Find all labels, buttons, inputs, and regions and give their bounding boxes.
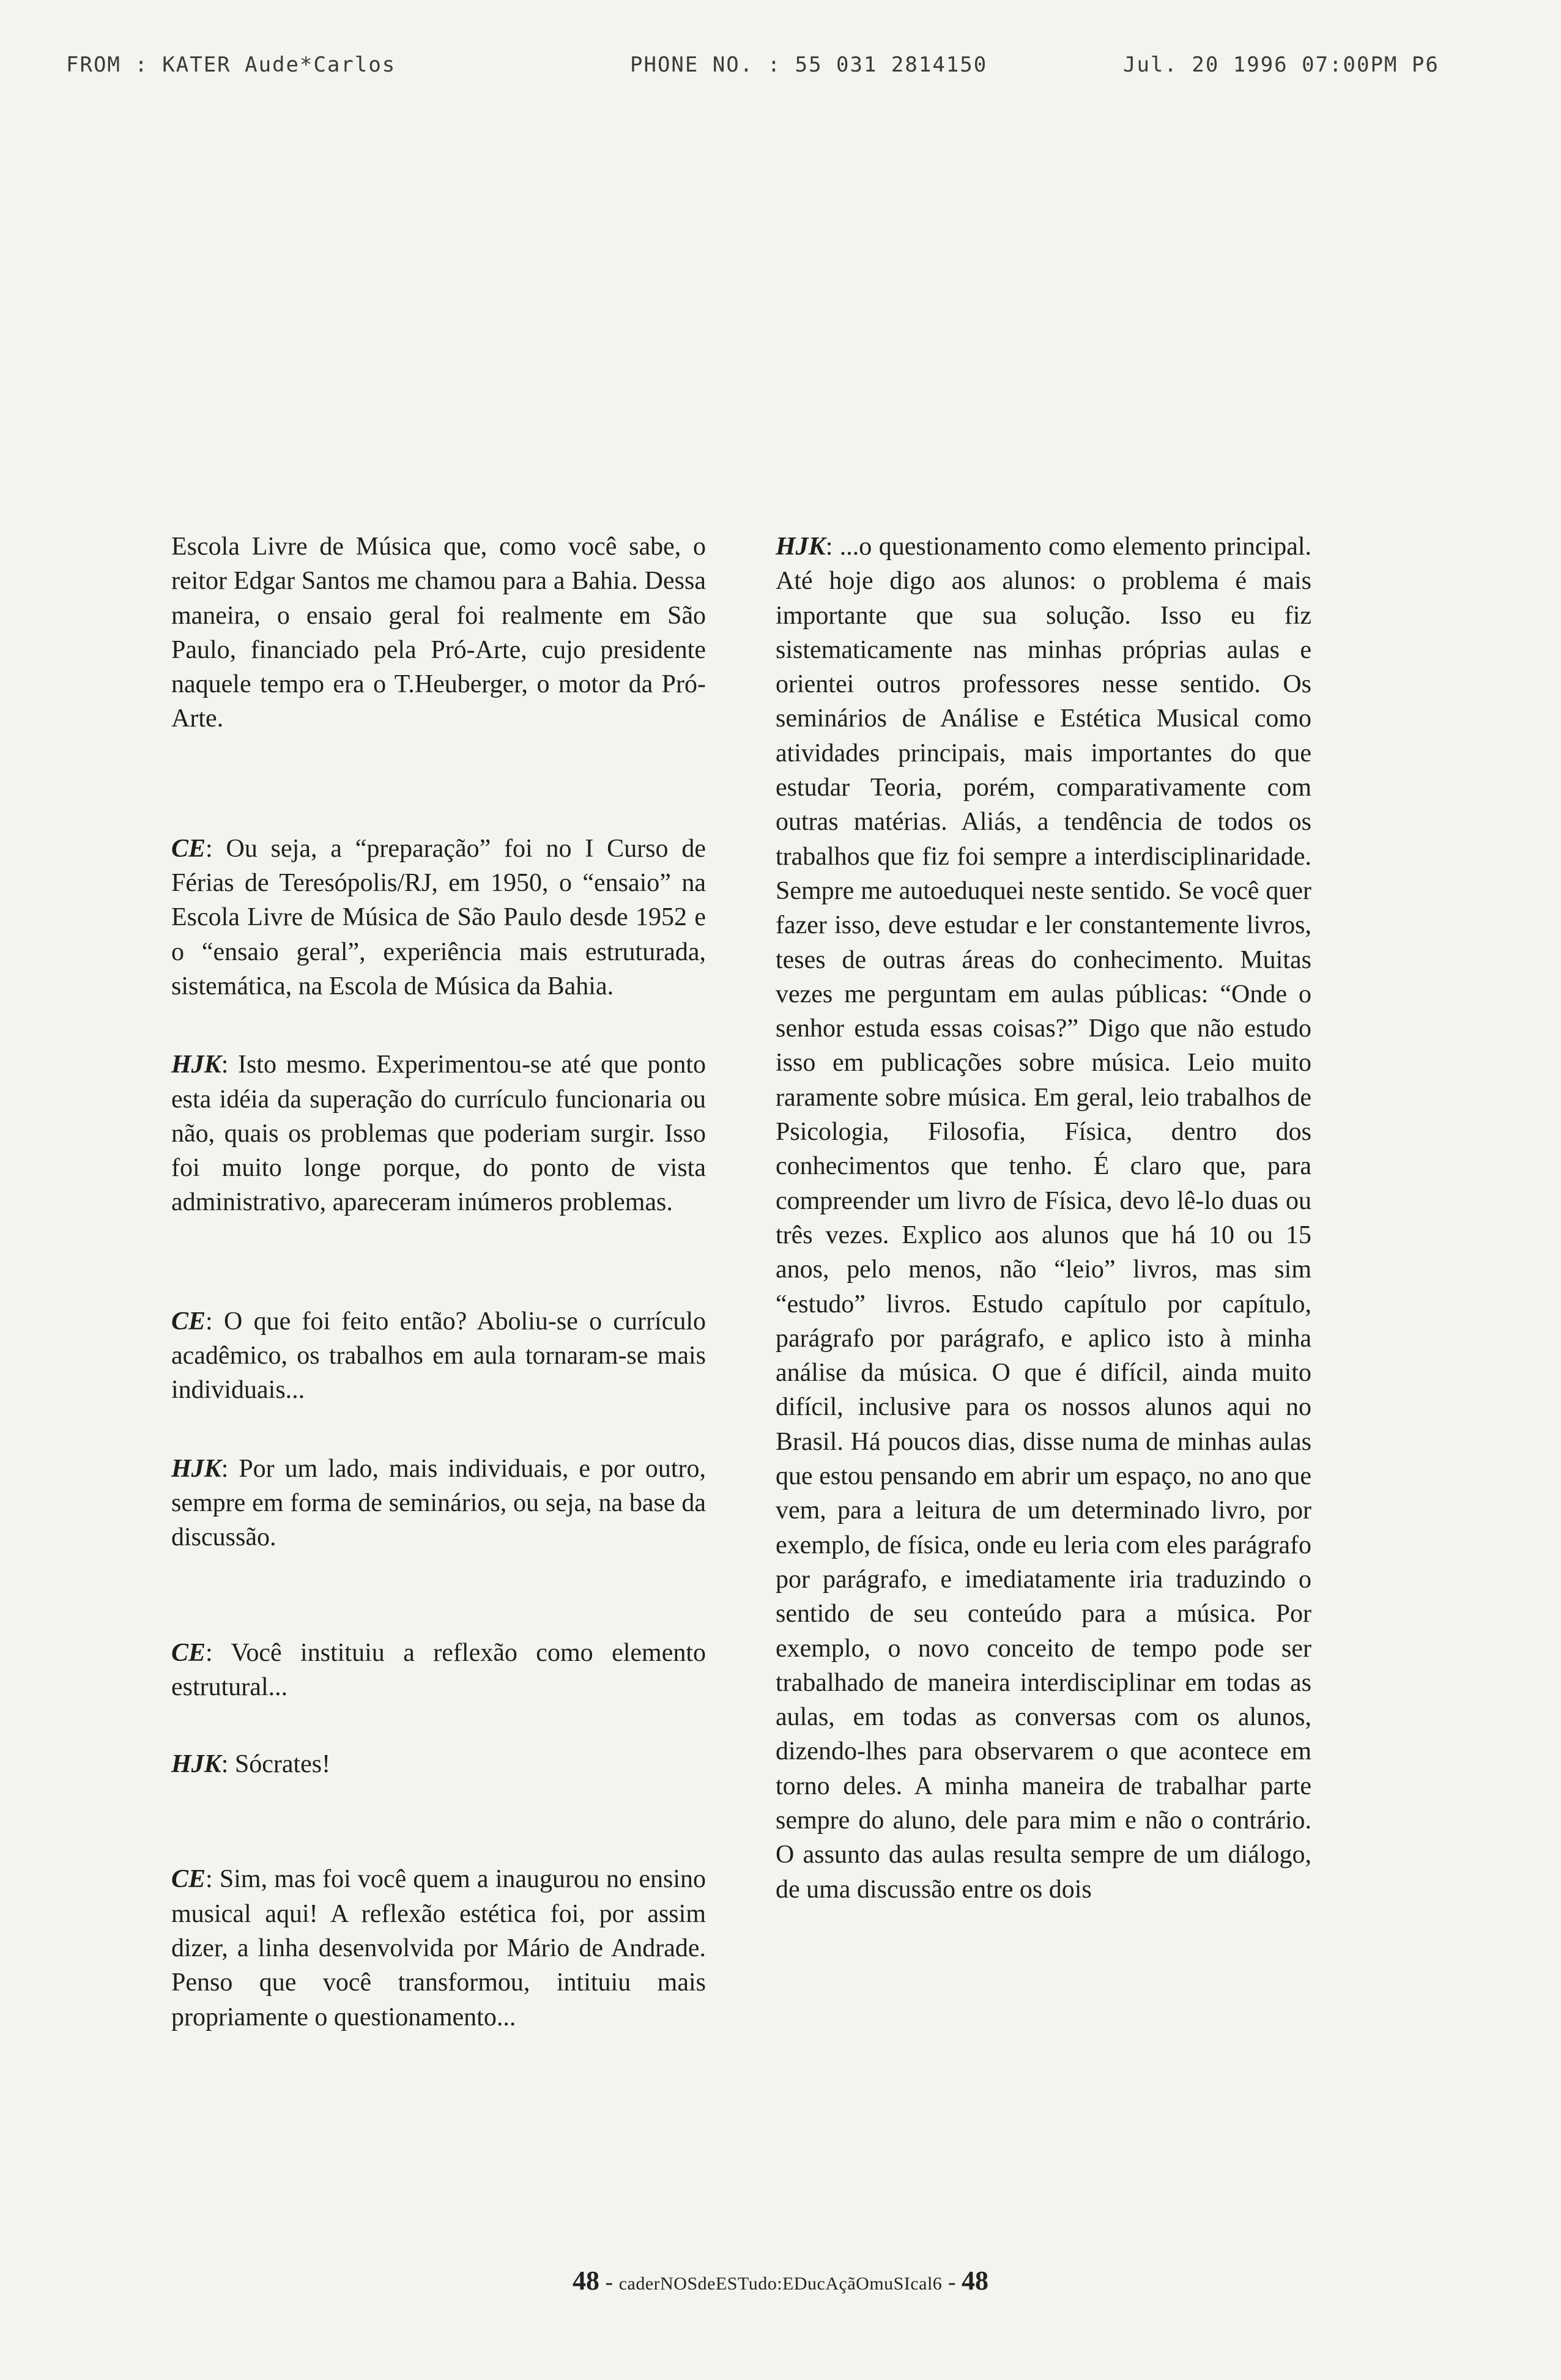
speaker-label: CE xyxy=(171,834,206,863)
footer-separator: - xyxy=(605,2269,614,2295)
paragraph xyxy=(171,530,706,736)
paragraph: CE: Sim, mas foi você quem a inaugurou no ensino musical aqui! A reflexão estética foi, por assim dizer, a linha desenvolvida por Mário de Andrade. Penso que você transformou, intituiu mais propriamente o questionamento... xyxy=(171,1865,706,2031)
paragraph-text: Sócrates! xyxy=(234,1750,331,1779)
speaker-label: CE xyxy=(171,1307,206,1336)
paragraph-text: Por um lado, mais individuais, e por outro, sempre em forma de seminários, ou seja, na base da discussão. xyxy=(171,1454,706,1552)
paragraph-text: ...o questionamento como elemento principal. Até hoje digo aos alunos: o problema é mais importante que sua solução. Isso eu fiz sistematicamente nas minhas próprias aulas e orientei outros professores nesse sentido. Os seminários de Análise e Estética Musical como atividades principais, mais importantes do que estudar Teoria, porém, comparativamente com outras matérias. Aliás, a tendência de todos os trabalhos que fiz foi sempre a interdisciplinaridade. Sempre me autoeduquei neste sentido. Se você quer fazer isso, deve estudar e ler constantemente livros, teses de outras áreas do conhecimento. Muitas vezes me perguntam em aulas públicas: “Onde o senhor estuda essas coisas?” Digo que não estudo isso em publicações sobre música. Leio muito raramente sobre música. Em geral, leio trabalhos de Psicologia, Filosofia, Física, dentro dos conhecimentos que tenho. É claro que, para compreender um livro de Física, devo lê-lo duas ou três vezes. Explico aos alunos que há 10 ou 15 anos, pelo menos, não “leio” livros, mas sim “estudo” livros. Estudo capítulo por capítulo, parágrafo por parágrafo, e aplico isto à minha análise da música. O que é difícil, ainda muito difícil, inclusive para os nossos alunos aqui no Brasil. Há poucos dias, disse numa de minhas aulas que estou pensando em abrir um espaço, no ano que vem, para a leitura de um determinado livro, por exemplo, de física, onde eu leria com eles parágrafo por parágrafo, e imediatamente iria traduzindo o sentido de seu conteúdo para a música. Por exemplo, o novo conceito de tempo pode ser trabalhado de maneira interdisciplinar em todas as aulas, em todas as conversas com os alunos, dizendo-lhes para observarem o que acontece em torno deles. A minha maneira de trabalhar parte sempre do aluno, dele para mim e não o contrário. O assunto das aulas resulta sempre de um diálogo, de uma discussão entre os dois xyxy=(776,533,1311,1904)
paragraph-text: Ou seja, a “preparação” foi no I Curso de Férias de Teresópolis/RJ, em 1950, o “ensaio” na Escola Livre de Música de São Paulo desde 1952 e o “ensaio geral”, experiência mais estruturada, sistemática, na Escola de Música da Bahia. xyxy=(171,834,706,1000)
paragraph: HJK: Sócrates! xyxy=(171,1750,331,1779)
speaker-label: HJK xyxy=(776,533,826,561)
speaker-label: HJK xyxy=(171,1750,221,1779)
fax-phone-number: PHONE NO. : 55 031 2814150 xyxy=(630,53,988,77)
paragraph: HJK: ...o questionamento como elemento principal. Até hoje digo aos alunos: o problema é mais importante que sua solução. Isso eu fiz sistematicamente nas minhas próprias aulas e orientei outros professores nesse sentido. Os seminários de Análise e Estética Musical como atividades principais, mais importantes do que estudar Teoria, porém, comparativamente com outras matérias. Aliás, a tendência de todos os trabalhos que fiz foi sempre a interdisciplinaridade. Sempre me autoeduquei neste sentido. Se você quer fazer isso, deve estudar e ler constantemente livros, teses de outras áreas do conhecimento. Muitas vezes me perguntam em aulas públicas: “Onde o senhor estuda essas coisas?” Digo que não estudo isso em publicações sobre música. Leio muito raramente sobre música. Em geral, leio trabalhos de Psicologia, Filosofia, Física, dentro dos conhecimentos que tenho. É claro que, para compreender um livro de Física, devo lê-lo duas ou três vezes. Explico aos alunos que há 10 ou 15 anos, pelo menos, não “leio” livros, mas sim “estudo” livros. Estudo capítulo por capítulo, parágrafo por parágrafo, e aplico isto à minha análise da música. O que é difícil, ainda muito difícil, inclusive para os nossos alunos aqui no Brasil. Há poucos dias, disse numa de minhas aulas que estou pensando em abrir um espaço, no ano que vem, para a leitura de um determinado livro, por exemplo, de física, onde eu leria com eles parágrafo por parágrafo, e imediatamente iria traduzindo o sentido de seu conteúdo para a música. Por exemplo, o novo conceito de tempo pode ser trabalhado de maneira interdisciplinar em todas as aulas, em todas as conversas com os alunos, dizendo-lhes para observarem o que acontece em torno deles. A minha maneira de trabalhar parte sempre do aluno, dele para mim e não o contrário. O assunto das aulas resulta sempre de um diálogo, de uma discussão entre os dois xyxy=(776,533,1311,1904)
paragraph-text: Você instituiu a reflexão como elemento estrutural... xyxy=(171,1638,706,1701)
fax-header xyxy=(0,53,1561,83)
paragraph: CE: Você instituiu a reflexão como elemento estrutural... xyxy=(171,1638,706,1701)
page-footer xyxy=(0,2265,1561,2296)
paragraph-text: O que foi feito então? Aboliu-se o currículo acadêmico, os trabalhos em aula tornaram-se mais individuais... xyxy=(171,1307,706,1405)
paragraph: HJK: Isto mesmo. Experimentou-se até que ponto esta idéia da superação do currículo funcionaria ou não, quais os problemas que poderiam surgir. Isso foi muito longe porque, do ponto de vista administrativo, apareceram inúmeros problemas. xyxy=(171,1051,706,1217)
footer-separator: - xyxy=(947,2269,956,2295)
paragraph-text: Sim, mas foi você quem a inaugurou no ensino musical aqui! A reflexão estética foi, por assim dizer, a linha desenvolvida por Mário de Andrade. Penso que você transformou, intituiu mais propriamente o questionamento... xyxy=(171,1865,706,2031)
paragraph: CE: Ou seja, a “preparação” foi no I Curso de Férias de Teresópolis/RJ, em 1950, o “ensaio” na Escola Livre de Música de São Paulo desde 1952 e o “ensaio geral”, experiência mais estruturada, sistemática, na Escola de Música da Bahia. xyxy=(171,834,706,1000)
paragraph: CE: O que foi feito então? Aboliu-se o currículo acadêmico, os trabalhos em aula tornaram-se mais individuais... xyxy=(171,1307,706,1405)
speaker-label: HJK xyxy=(171,1454,221,1483)
page-number-right: 48 xyxy=(961,2266,988,2296)
paragraph-text: Escola Livre de Música que, como você sabe, o reitor Edgar Santos me chamou para a Bahia. Dessa maneira, o ensaio geral foi realmente em São Paulo, financiado pela Pró-Arte, cujo presidente naquele tempo era o T.Heuberger, o motor da Pró-Arte. xyxy=(171,533,706,733)
speaker-label: CE xyxy=(171,1865,206,1894)
fax-sender: FROM : KATER Aude*Carlos xyxy=(66,53,396,77)
paragraph-text: Isto mesmo. Experimentou-se até que ponto esta idéia da superação do currículo funcionaria ou não, quais os problemas que poderiam surgir. Isso foi muito longe porque, do ponto de vista administrativo, apareceram inúmeros problemas. xyxy=(171,1051,706,1217)
running-title: caderNOSdeESTudo:EDucAçãOmuSIcal6 xyxy=(618,2274,943,2294)
speaker-label: CE xyxy=(171,1638,206,1667)
page-number-left: 48 xyxy=(573,2266,600,2296)
fax-date-page: Jul. 20 1996 07:00PM P6 xyxy=(1123,53,1439,77)
left-column xyxy=(171,530,706,2034)
speaker-label: HJK xyxy=(171,1051,221,1079)
right-column xyxy=(776,530,1311,1907)
paragraph: HJK: Por um lado, mais individuais, e por outro, sempre em forma de seminários, ou seja, na base da discussão. xyxy=(171,1454,706,1552)
